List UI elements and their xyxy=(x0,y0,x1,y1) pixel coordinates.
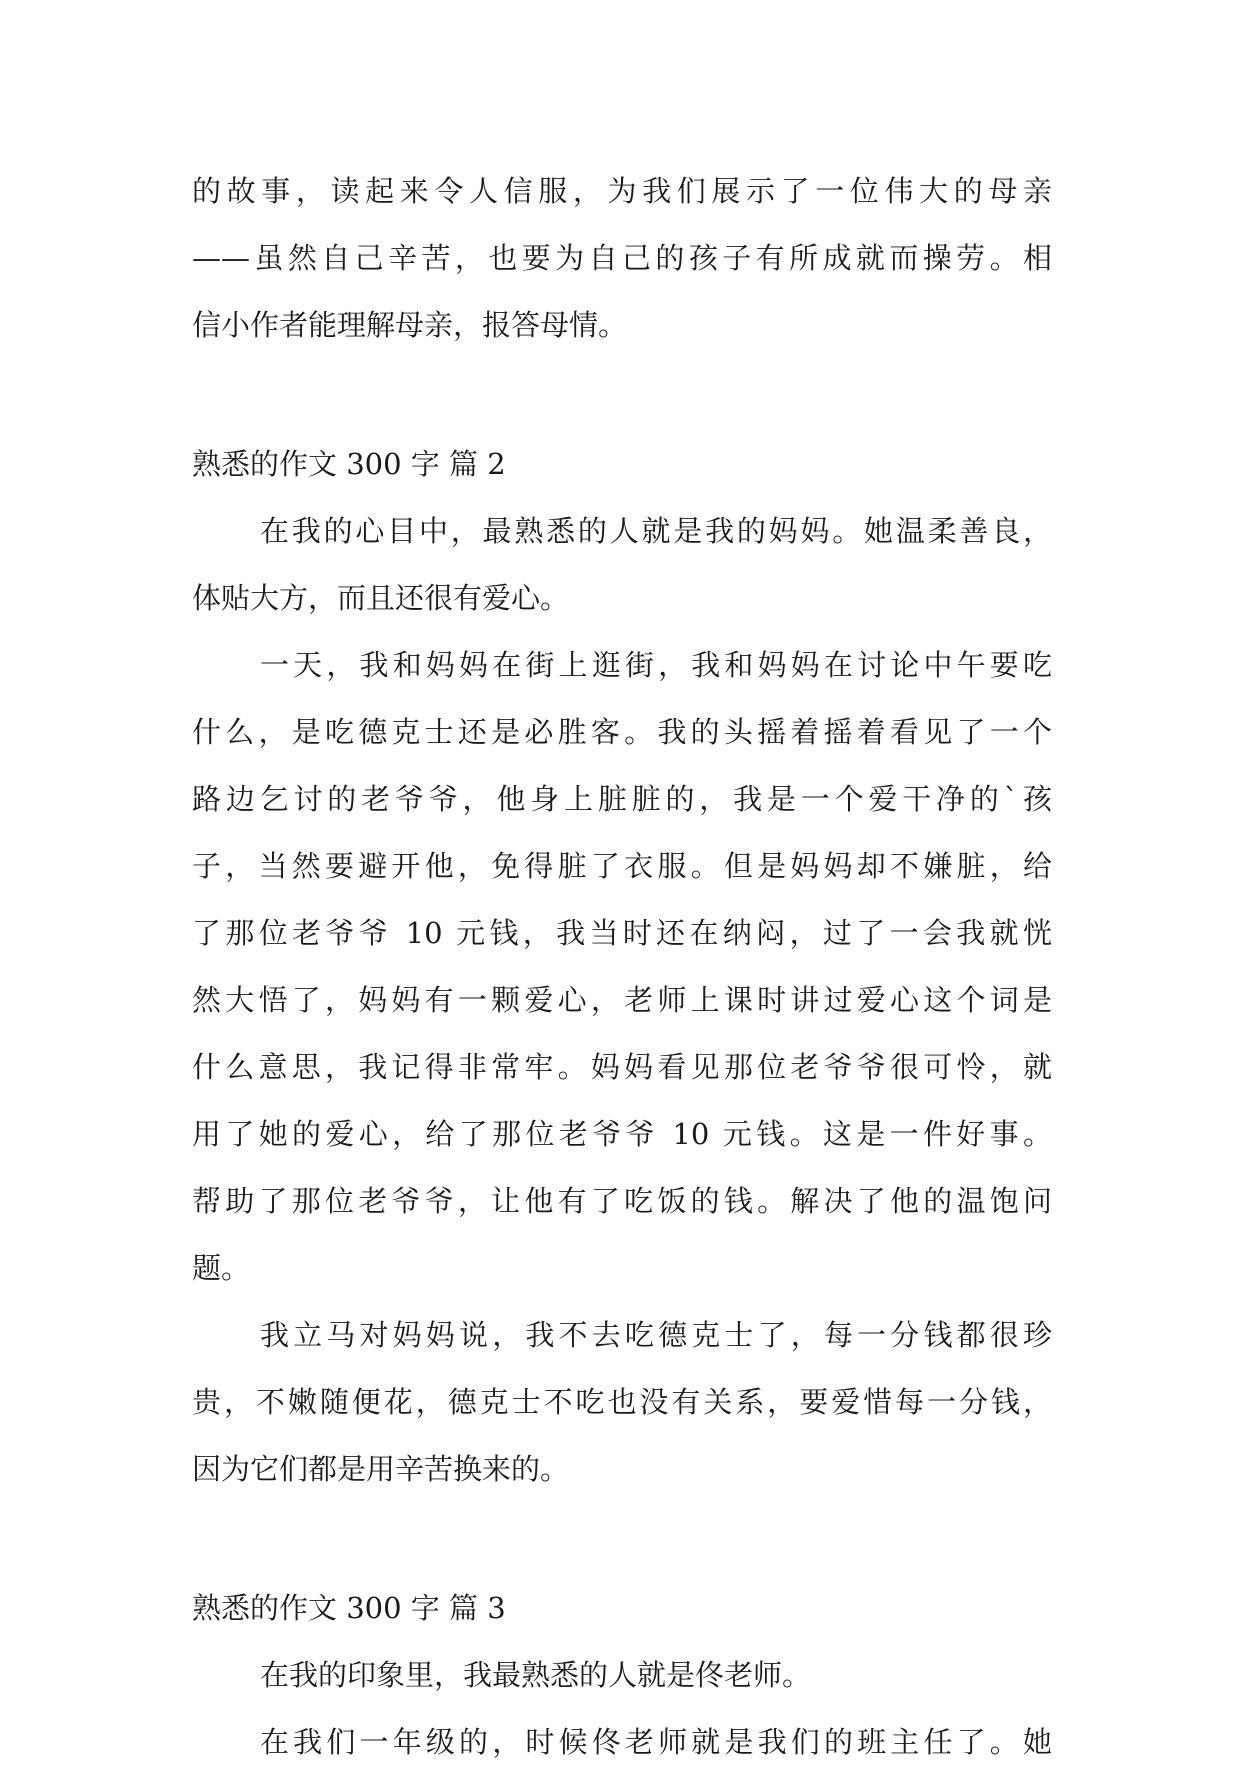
intro-paragraph xyxy=(192,158,1052,359)
text-line: ——虽然自己辛苦，也要为自己的孩子有所成就而操劳。相 xyxy=(192,241,1052,275)
section-3-paragraph-1 xyxy=(192,1642,1052,1709)
section-gap xyxy=(192,359,1052,431)
text-line: 体贴大方，而且还很有爱心。 xyxy=(192,581,570,615)
text-line: 然大悟了，妈妈有一颗爱心，老师上课时讲过爱心这个词是 xyxy=(192,983,1052,1017)
text-line: 什么意思，我记得非常牢。妈妈看见那位老爷爷很可怜，就 xyxy=(192,1050,1052,1084)
text-line: 路边乞讨的老爷爷，他身上脏脏的，我是一个爱干净的`孩 xyxy=(192,782,1052,816)
text-line: 帮助了那位老爷爷，让他有了吃饭的钱。解决了他的温饱问 xyxy=(192,1184,1052,1218)
text-line: 在我的心目中，最熟悉的人就是我的妈妈。她温柔善良， xyxy=(260,514,1052,548)
text-line: 了那位老爷爷 10 元钱，我当时还在纳闷，过了一会我就恍 xyxy=(192,916,1052,950)
document-body xyxy=(192,158,1052,1776)
text-line: 子，当然要避开他，免得脏了衣服。但是妈妈却不嫌脏，给 xyxy=(192,849,1052,883)
section-2-paragraph-1 xyxy=(192,498,1052,632)
text-line: 在我们一年级的，时候佟老师就是我们的班主任了。她 xyxy=(260,1725,1052,1759)
text-line: 我立马对妈妈说，我不去吃德克士了，每一分钱都很珍 xyxy=(260,1318,1052,1352)
text-line: 一天，我和妈妈在街上逛街，我和妈妈在讨论中午要吃 xyxy=(260,648,1052,682)
section-3-title: 熟悉的作文 300 字 篇 3 xyxy=(192,1591,506,1625)
text-line: 用了她的爱心，给了那位老爷爷 10 元钱。这是一件好事。 xyxy=(192,1117,1052,1151)
text-line: 的故事，读起来令人信服，为我们展示了一位伟大的母亲 xyxy=(192,174,1052,208)
section-gap xyxy=(192,1503,1052,1575)
section-3-paragraph-2 xyxy=(192,1709,1052,1776)
section-2-paragraph-3 xyxy=(192,1302,1052,1503)
text-line: 什么，是吃德克士还是必胜客。我的头摇着摇着看见了一个 xyxy=(192,715,1052,749)
text-line: 信小作者能理解母亲，报答母情。 xyxy=(192,308,628,342)
text-line: 题。 xyxy=(192,1251,251,1285)
text-line: 因为它们都是用辛苦换来的。 xyxy=(192,1452,570,1486)
section-2-paragraph-2 xyxy=(192,632,1052,1302)
section-2-title: 熟悉的作文 300 字 篇 2 xyxy=(192,447,506,481)
text-line: 贵，不嫩随便花，德克士不吃也没有关系，要爱惜每一分钱， xyxy=(192,1385,1052,1419)
text-line: 在我的印象里，我最熟悉的人就是佟老师。 xyxy=(260,1658,812,1692)
